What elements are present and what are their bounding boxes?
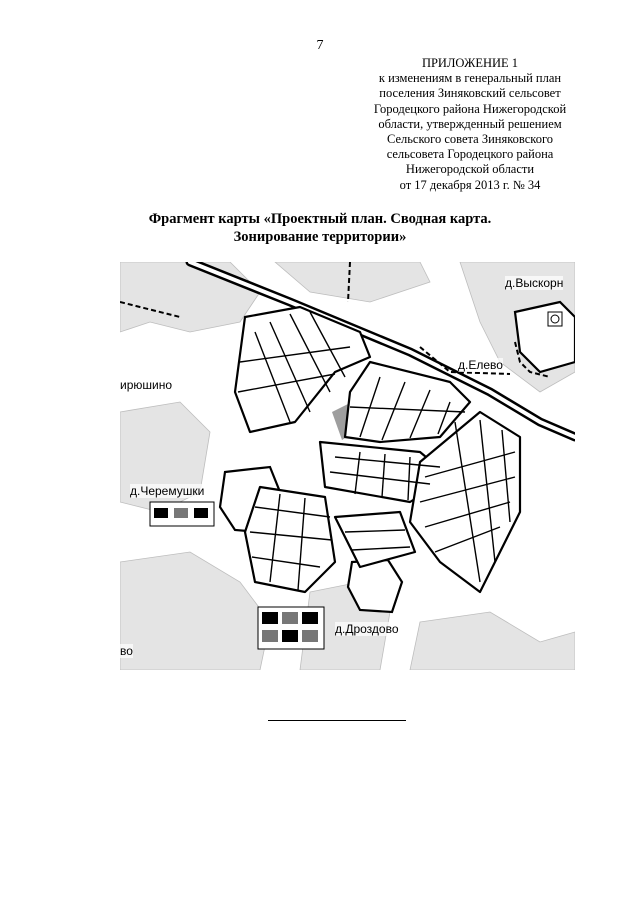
annex-line: области, утвержденный решением — [378, 116, 562, 131]
zoning-map — [120, 262, 575, 670]
label-drozdovo: д.Дроздово — [335, 622, 399, 636]
label-kiryushino: ирюшино — [120, 378, 173, 392]
map-graphic — [120, 262, 575, 670]
annex-line: поселения Зиняковский сельсовет — [379, 86, 561, 101]
label-elevo: д.Елево — [458, 358, 503, 372]
map-title — [100, 210, 540, 246]
annex-line: к изменениям в генеральный план — [378, 71, 562, 86]
page-number: 7 — [316, 38, 324, 53]
annex-line: сельсовета Городецкого района — [386, 147, 554, 162]
annex-line: ПРИЛОЖЕНИЕ 1 — [421, 56, 519, 70]
annex-line: от 17 декабря 2013 г. № 34 — [399, 177, 541, 192]
annex-line: Нижегородской области — [405, 162, 535, 177]
label-cheremushki: д.Черемушки — [130, 484, 205, 498]
annex-line: Сельского совета Зиняковского — [386, 132, 554, 147]
map-title-line-2: Зонирование территории» — [233, 229, 407, 245]
label-vyskorn: д.Выскорн — [505, 276, 564, 290]
map-title-line-1: Фрагмент карты «Проектный план. Сводная карта. — [148, 211, 492, 227]
closing-rule — [268, 720, 406, 721]
annex-header — [340, 56, 600, 193]
annex-line: Городецкого района Нижегородской — [373, 101, 567, 116]
label-vo: во — [120, 644, 133, 658]
